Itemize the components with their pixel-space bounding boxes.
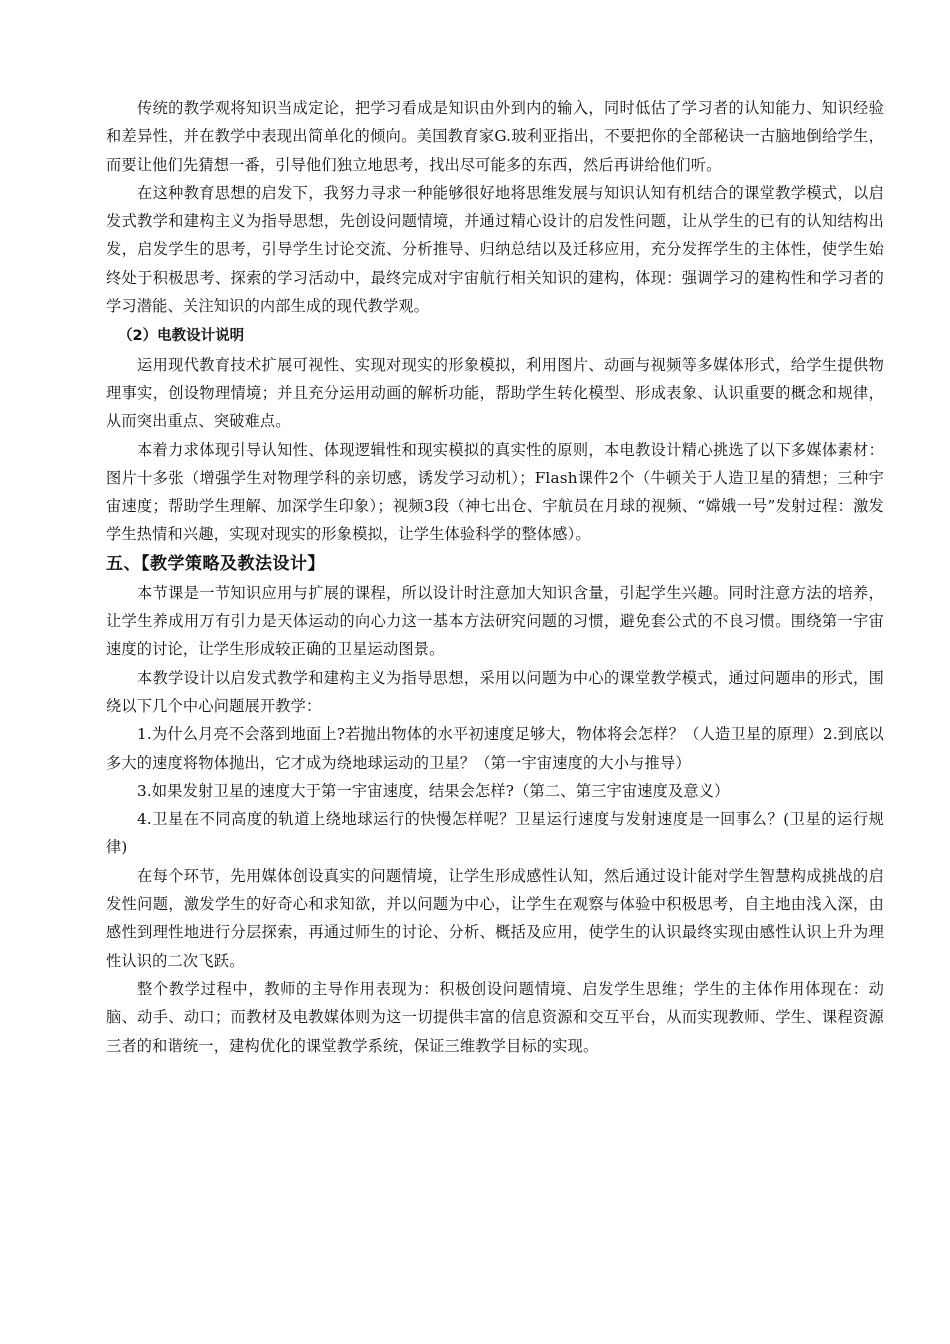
paragraph-modern-technology: 运用现代教育技术扩展可视性、实现对现实的形象模拟，利用图片、动画与视频等多媒体形式，给学生提供物理事实，创设物理情境；并且充分运用动画的解析功能，帮助学生转化模型、形成表象、认识重要的概念和规律，从而突出重点、突破难点。 <box>106 355 884 431</box>
paragraph-whole-process: 整个教学过程中，教师的主导作用表现为：积极创设问题情境、启发学生思维；学生的主体作用体现在：动脑、动手、动口；而教材及电教媒体则为这一切提供丰富的信息资源和交互平台，从而实现教师、学生、课程资源三者的和谐统一，建构优化的课堂教学系统，保证三维教学目标的实现。 <box>106 979 884 1055</box>
question-item-4: 4.卫星在不同高度的轨道上绕地球运行的快慢怎样呢？卫星运行速度与发射速度是一回事么？(卫星的运行规律) <box>106 810 884 857</box>
question-item-1-2: 1.为什么月亮不会落到地面上?若抛出物体的水平初速度足够大，物体将会怎样？（人造卫星的原理）2.到底以多大的速度将物体抛出，它才成为绕地球运动的卫星？（第一宇宙速度的大小与推导） <box>106 725 884 772</box>
paragraph-design-approach: 本教学设计以启发式教学和建构主义为指导思想，采用以问题为中心的课堂教学模式，通过问题串的形式，围绕以下几个中心问题展开教学： <box>106 668 884 715</box>
subsection-title-av-design: （2）电教设计说明 <box>118 328 245 345</box>
paragraph-course-overview: 本节课是一节知识应用与扩展的课程，所以设计时注意加大知识含量，引起学生兴趣。同时注意方法的培养，让学生养成用万有引力是天体运动的向心力这一基本方法研究问题的习惯，避免套公式的不良习惯。围绕第一宇宙速度的讨论，让学生形成较正确的卫星运动图景。 <box>106 583 884 659</box>
paragraph-each-stage: 在每个环节，先用媒体创设真实的问题情境，让学生形成感性认知，然后通过设计能对学生智慧构成挑战的启发性问题，激发学生的好奇心和求知欲，并以问题为中心，让学生在观察与体验中积极思考，自主地由浅入深，由感性到理性地进行分层探索，再通过师生的讨论、分析、概括及应用，使学生的认识最终实现由感性认识上升为理性认识的二次飞跃。 <box>106 866 884 970</box>
paragraph-teaching-model: 在这种教育思想的启发下，我努力寻求一种能够很好地将思维发展与知识认知有机结合的课堂教学模式，以启发式教学和建构主义为指导思想，先创设问题情境，并通过精心设计的启发性问题，让从学生的已有的认知结构出发，启发学生的思考，引导学生讨论交流、分析推导、归纳总结以及迁移应用，充分发挥学生的主体性，使学生始终处于积极思考、探索的学习活动中，最终完成对宇宙航行相关知识的建构，体现：强调学习的建构性和学习者的学习潜能、关注知识的内部生成的现代教学观。 <box>106 183 884 316</box>
document-page <box>106 94 884 1060</box>
paragraph-multimedia-materials: 本着力求体现引导认知性、体现逻辑性和现实模拟的真实性的原则，本电教设计精心挑选了以下多媒体素材：图片十多张（增强学生对物理学科的亲切感，诱发学习动机）；Flash课件2个（牛顿关于人造卫星的猜想；三种宇宙速度；帮助学生理解、加深学生印象）；视频3段（神七出仓、宇航员在月球的视频、“嫦娥一号”发射过程：激发学生热情和兴趣，实现对现实的形象模拟，让学生体验科学的整体感）。 <box>106 440 884 544</box>
paragraph-traditional-teaching: 传统的教学观将知识当成定论，把学习看成是知识由外到内的输入，同时低估了学习者的认知能力、知识经验和差异性，并在教学中表现出简单化的倾向。美国教育家G.玻利亚指出，不要把你的全部秘诀一古脑地倒给学生，而要让他们先猜想一番，引导他们独立地思考，找出尽可能多的东西，然后再讲给他们听。 <box>106 99 884 174</box>
section-title-teaching-strategy: 五、【教学策略及教法设计】 <box>106 553 325 574</box>
question-item-3: 3.如果发射卫星的速度大于第一宇宙速度，结果会怎样?（第二、第三宇宙速度及意义） <box>137 781 730 800</box>
